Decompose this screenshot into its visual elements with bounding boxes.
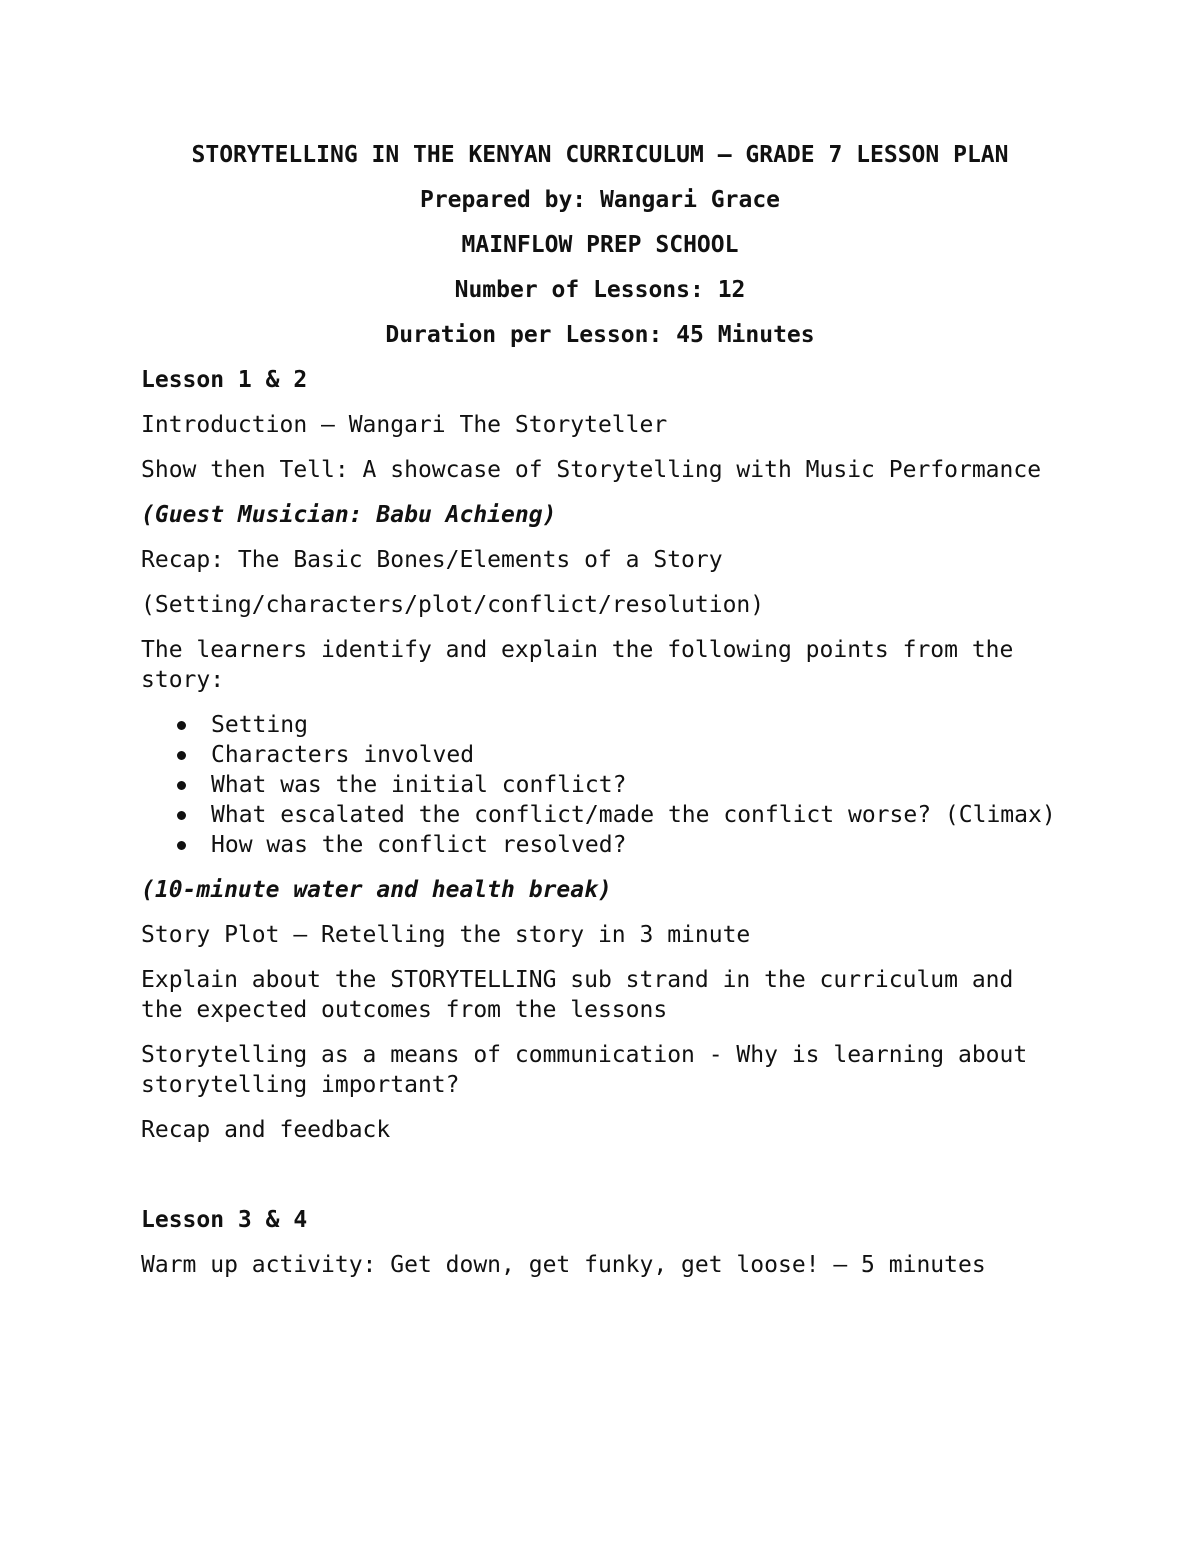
lesson-1-2-heading: Lesson 1 & 2: [141, 367, 308, 393]
document-header: [141, 140, 1059, 350]
list-item: What was the initial conflict?: [211, 770, 1061, 800]
lesson-3-4-heading: Lesson 3 & 4: [141, 1207, 308, 1233]
lesson-1-2-section: [141, 365, 1061, 1145]
document-page: [141, 140, 1061, 1295]
show-then-tell-line: Show then Tell: A showcase of Storytelling with Music Performance: [141, 457, 1042, 483]
lesson-duration: Duration per Lesson: 45 Minutes: [385, 322, 815, 348]
explain-substrand-line: Explain about the STORYTELLING sub strand in the curriculum and the expected outcomes from the lessons: [141, 967, 1014, 1023]
break-note: (10-minute water and health break): [141, 877, 612, 903]
communication-line: Storytelling as a means of communication - Why is learning about storytelling important?: [141, 1042, 1028, 1098]
document-title: STORYTELLING IN THE KENYAN CURRICULUM – GRADE 7 LESSON PLAN: [191, 142, 1009, 168]
lesson-count: Number of Lessons: 12: [454, 277, 746, 303]
section-spacer: [141, 1160, 1061, 1205]
introduction-line: Introduction – Wangari The Storyteller: [141, 412, 668, 438]
prepared-by: Prepared by: Wangari Grace: [419, 187, 781, 213]
recap-feedback-line: Recap and feedback: [141, 1117, 391, 1143]
lesson-3-4-section: [141, 1205, 1061, 1280]
recap-elements-line: Recap: The Basic Bones/Elements of a Story: [141, 547, 723, 573]
elements-list-line: (Setting/characters/plot/conflict/resolution): [141, 592, 765, 618]
school-name: MAINFLOW PREP SCHOOL: [461, 232, 739, 258]
list-item: Characters involved: [211, 740, 1061, 770]
list-item: What escalated the conflict/made the conflict worse? (Climax): [211, 800, 1061, 830]
story-plot-line: Story Plot – Retelling the story in 3 minute: [141, 922, 751, 948]
identify-instruction: The learners identify and explain the following points from the story:: [141, 637, 1014, 693]
guest-musician-note: (Guest Musician: Babu Achieng): [141, 502, 557, 528]
warm-up-line: Warm up activity: Get down, get funky, get loose! – 5 minutes: [141, 1252, 986, 1278]
list-item: Setting: [211, 710, 1061, 740]
story-points-list: [141, 710, 1061, 860]
list-item: How was the conflict resolved?: [211, 830, 1061, 860]
